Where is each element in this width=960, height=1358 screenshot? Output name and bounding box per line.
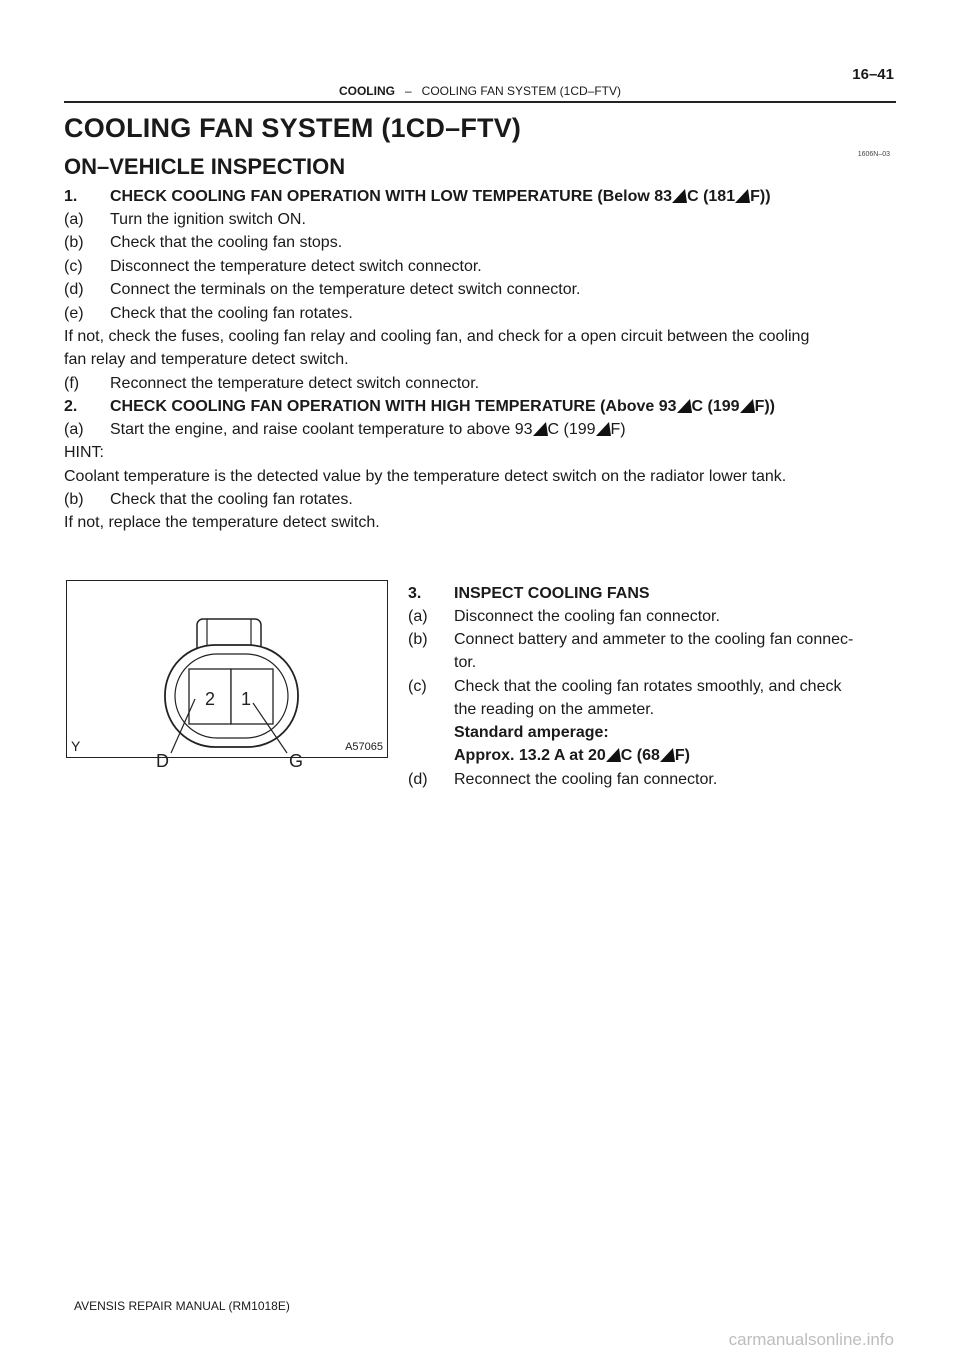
step-3c-cont: the reading on the ammeter. — [454, 701, 655, 718]
connector-drawing — [67, 581, 386, 771]
step-1e: (e) Check that the cooling fan rotates. — [64, 305, 353, 322]
step-1-note-2: fan relay and temperature detect switch. — [64, 351, 349, 368]
step-3d: (d) Reconnect the cooling fan connector. — [408, 771, 718, 788]
page-number: 16–41 — [852, 66, 894, 83]
step-1-note-1: If not, check the fuses, cooling fan relay and cooling fan, and check for a open circuit between the cooling — [64, 328, 810, 345]
standard-label: Standard amperage: — [454, 724, 609, 741]
page-footer: AVENSIS REPAIR MANUAL (RM1018E) — [74, 1299, 290, 1313]
step-3b: (b) Connect battery and ammeter to the cooling fan connec- — [408, 631, 854, 648]
section-subtitle: ON–VEHICLE INSPECTION — [64, 154, 346, 179]
connector-diagram — [66, 580, 388, 771]
step-3c: (c) Check that the cooling fan rotates smoothly, and check — [408, 678, 842, 695]
step-2b: (b) Check that the cooling fan rotates. — [64, 491, 353, 508]
header-section: COOLING — [338, 84, 395, 98]
degree-icon — [677, 399, 692, 413]
document-code: 1606N–03 — [857, 151, 890, 158]
figure-y-label: Y — [71, 738, 81, 754]
page-title: COOLING FAN SYSTEM (1CD–FTV) — [64, 113, 522, 143]
pin-2-label: 2 — [205, 689, 216, 709]
step-1-heading: 1. CHECK COOLING FAN OPERATION WITH LOW TEMPERATURE (Below 83 C (181 F)) — [64, 188, 771, 205]
degree-icon — [533, 422, 548, 436]
degree-icon — [596, 422, 611, 436]
step-1d: (d) Connect the terminals on the temperature detect switch connector. — [64, 281, 581, 298]
step-1f: (f) Reconnect the temperature detect switch connector. — [64, 375, 480, 392]
degree-icon — [740, 399, 755, 413]
standard-value: Approx. 13.2 A at 20 C (68 F) — [454, 747, 690, 764]
pin-1-label: 1 — [241, 689, 252, 709]
header-subsection: COOLING FAN SYSTEM (1CD–FTV) — [421, 84, 622, 98]
step-1b: (b) Check that the cooling fan stops. — [64, 234, 343, 251]
step-1a: (a) Turn the ignition switch ON. — [64, 211, 306, 228]
step-2-heading: 2. CHECK COOLING FAN OPERATION WITH HIGH TEMPERATURE (Above 93 C (199 F)) — [64, 398, 776, 415]
header-rule — [64, 101, 896, 103]
hint-label: HINT: — [64, 444, 104, 461]
wire-g-label: G — [289, 751, 304, 771]
step-1c: (c) Disconnect the temperature detect switch connector. — [64, 258, 482, 275]
header-separator: – — [404, 84, 412, 98]
step-3-heading: 3. INSPECT COOLING FANS — [408, 585, 650, 602]
step-3b-cont: tor. — [454, 654, 477, 671]
wire-d-label: D — [156, 751, 169, 771]
figure-code: A57065 — [345, 741, 383, 753]
hint-text: Coolant temperature is the detected value by the temperature detect switch on the radiator lower tank. — [64, 468, 787, 485]
degree-icon — [660, 748, 675, 762]
step-3a: (a) Disconnect the cooling fan connector. — [408, 608, 720, 625]
step-2-note: If not, replace the temperature detect switch. — [64, 514, 380, 531]
degree-icon — [672, 189, 687, 203]
running-header — [0, 84, 960, 98]
degree-icon — [735, 189, 750, 203]
degree-icon — [606, 748, 621, 762]
watermark: carmanualsonline.info — [728, 1330, 894, 1349]
step-2a: (a) Start the engine, and raise coolant temperature to above 93 C (199 F) — [64, 421, 626, 438]
